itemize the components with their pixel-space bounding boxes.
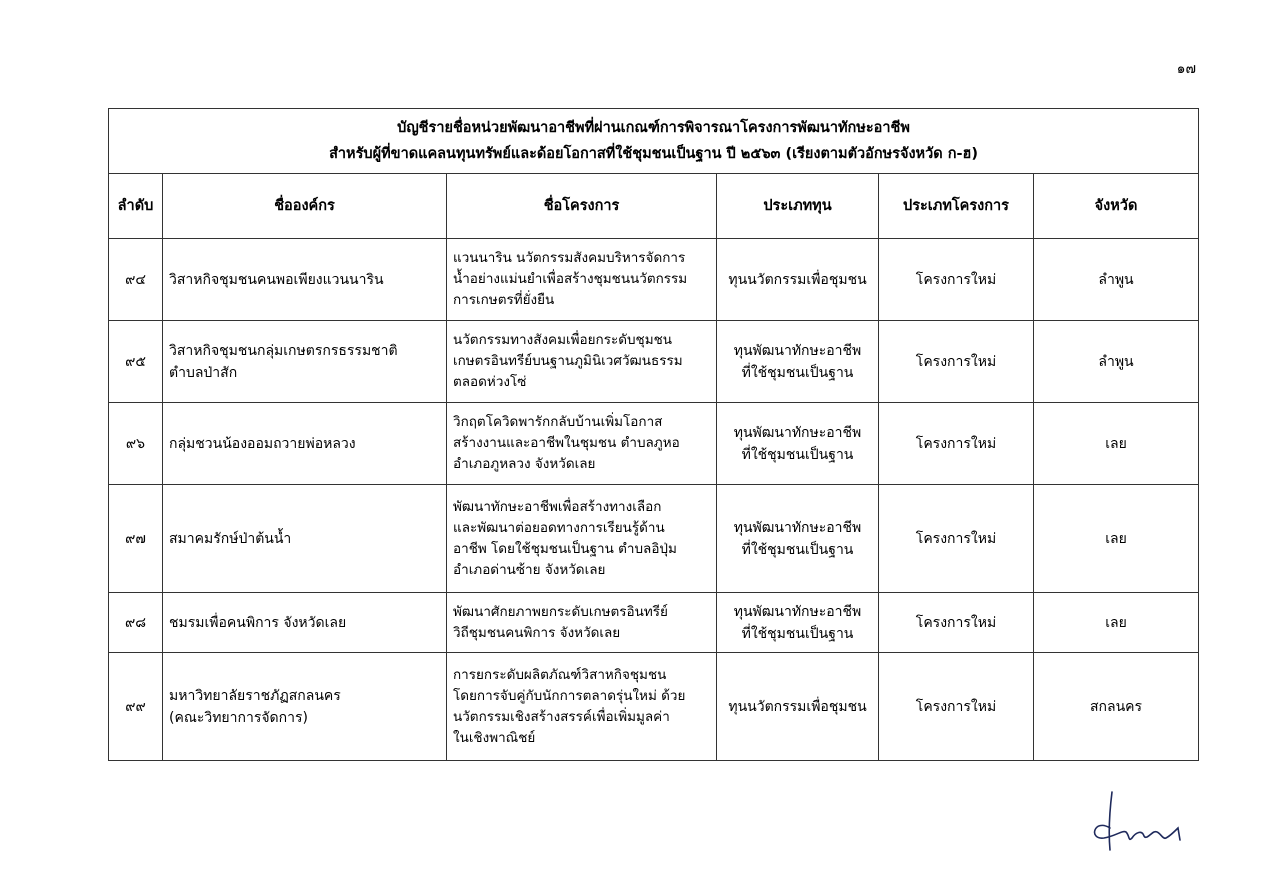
header-province: จังหวัด	[1034, 174, 1199, 239]
table-row	[109, 321, 1199, 403]
cell-project-line: นวัตกรรมทางสังคมเพื่อยกระดับชุมชน	[453, 332, 672, 348]
cell-project	[447, 593, 717, 653]
cell-project	[447, 403, 717, 485]
cell-order: ๙๖	[109, 403, 163, 485]
cell-org-line: (คณะวิทยาการจัดการ)	[169, 709, 308, 726]
cell-fund-line: ทุนพัฒนาทักษะอาชีพ	[733, 424, 862, 441]
cell-org-line: กลุ่มชวนน้องออมถวายพ่อหลวง	[169, 435, 356, 452]
cell-project-line: วิถีชุมชนคนพิการ จังหวัดเลย	[453, 624, 621, 641]
cell-project-line: พัฒนาทักษะอาชีพเพื่อสร้างทางเลือก	[453, 498, 662, 515]
cell-fund-line: ทุนนวัตกรรมเพื่อชุมชน	[728, 271, 867, 288]
cell-project-type: โครงการใหม่	[879, 403, 1034, 485]
cell-province: สกลนคร	[1034, 653, 1199, 761]
cell-fund	[717, 321, 879, 403]
cell-order: ๙๘	[109, 593, 163, 653]
cell-project-line: อำเภอด่านซ้าย จังหวัดเลย	[453, 561, 606, 578]
cell-fund	[717, 653, 879, 761]
cell-fund-line: ที่ใช้ชุมชนเป็นฐาน	[741, 364, 854, 381]
cell-org-line: ตำบลป่าสัก	[169, 364, 238, 381]
cell-fund	[717, 485, 879, 593]
cell-project-line: สร้างงานและอาชีพในชุมชน ตำบลภูหอ	[453, 435, 680, 451]
cell-province: เลย	[1034, 485, 1199, 593]
cell-project	[447, 239, 717, 321]
cell-order: ๙๕	[109, 321, 163, 403]
cell-project-line: อำเภอภูหลวง จังหวัดเลย	[453, 456, 596, 472]
cell-fund-line: ที่ใช้ชุมชนเป็นฐาน	[741, 625, 854, 642]
cell-fund	[717, 403, 879, 485]
cell-fund-line: ทุนนวัตกรรมเพื่อชุมชน	[728, 698, 867, 715]
header-fund: ประเภททุน	[717, 174, 879, 239]
header-org: ชื่อองค์กร	[163, 174, 447, 239]
table-row	[109, 403, 1199, 485]
document-title-line-2: สำหรับผู้ที่ขาดแคลนทุนทรัพย์และด้อยโอกาสที่ใช้ชุมชนเป็นฐาน ปี ๒๕๖๓ (เรียงตามตัวอักษรจังหวัด ก-ฮ)	[329, 146, 978, 162]
cell-project-line: พัฒนาศักยภาพยกระดับเกษตรอินทรีย์	[453, 603, 668, 620]
cell-project-line: และพัฒนาต่อยอดทางการเรียนรู้ด้าน	[453, 519, 665, 536]
cell-project-line: วิกฤตโควิดพารักกลับบ้านเพิ่มโอกาส	[453, 414, 663, 430]
table-header-row	[109, 174, 1199, 239]
table-row	[109, 593, 1199, 653]
cell-project-line: ตลอดห่วงโซ่	[453, 374, 527, 390]
cell-province: เลย	[1034, 593, 1199, 653]
cell-project-type: โครงการใหม่	[879, 321, 1034, 403]
table-row	[109, 239, 1199, 321]
table-body	[109, 239, 1199, 761]
cell-project-type: โครงการใหม่	[879, 593, 1034, 653]
cell-project-type: โครงการใหม่	[879, 653, 1034, 761]
cell-fund-line: ทุนพัฒนาทักษะอาชีพ	[733, 342, 862, 359]
cell-fund-line: ที่ใช้ชุมชนเป็นฐาน	[741, 541, 854, 558]
header-project-type: ประเภทโครงการ	[879, 174, 1034, 239]
cell-project-line: การยกระดับผลิตภัณฑ์วิสาหกิจชุมชน	[453, 666, 667, 683]
cell-province: เลย	[1034, 403, 1199, 485]
cell-fund-line: ทุนพัฒนาทักษะอาชีพ	[733, 519, 862, 536]
table-row	[109, 485, 1199, 593]
document-title	[109, 109, 1199, 174]
cell-org	[163, 485, 447, 593]
cell-org	[163, 653, 447, 761]
project-list-table	[108, 108, 1199, 761]
cell-order: ๙๙	[109, 653, 163, 761]
cell-org-line: วิสาหกิจชุมชนกลุ่มเกษตรกรธรรมชาติ	[169, 342, 398, 359]
signature-image	[1090, 788, 1186, 858]
table-row	[109, 653, 1199, 761]
cell-project	[447, 653, 717, 761]
cell-project-line: อาชีพ โดยใช้ชุมชนเป็นฐาน ตำบลอิปุ่ม	[453, 540, 677, 557]
cell-org-line: มหาวิทยาลัยราชภัฏสกลนคร	[169, 687, 341, 704]
cell-org-line: สมาคมรักษ์ป่าต้นน้ำ	[169, 530, 292, 547]
cell-project-line: โดยการจับคู่กับนักการตลาดรุ่นใหม่ ด้วย	[453, 687, 686, 704]
cell-fund	[717, 593, 879, 653]
cell-project	[447, 485, 717, 593]
cell-org	[163, 593, 447, 653]
cell-project-line: เกษตรอินทรีย์บนฐานภูมินิเวศวัฒนธรรม	[453, 353, 683, 369]
cell-project-line: แวนนาริน นวัตกรรมสังคมบริหารจัดการ	[453, 250, 686, 266]
cell-province: ลำพูน	[1034, 239, 1199, 321]
cell-order: ๙๗	[109, 485, 163, 593]
cell-project-line: น้ำอย่างแม่นยำเพื่อสร้างชุมชนนวัตกรรม	[453, 271, 688, 287]
cell-fund-line: ที่ใช้ชุมชนเป็นฐาน	[741, 446, 854, 463]
cell-project-line: นวัตกรรมเชิงสร้างสรรค์เพื่อเพิ่มมูลค่า	[453, 708, 670, 725]
cell-order: ๙๔	[109, 239, 163, 321]
cell-fund	[717, 239, 879, 321]
cell-province: ลำพูน	[1034, 321, 1199, 403]
cell-fund-line: ทุนพัฒนาทักษะอาชีพ	[733, 603, 862, 620]
cell-org-line: วิสาหกิจชุมชนคนพอเพียงแวนนาริน	[169, 271, 384, 288]
cell-project-type: โครงการใหม่	[879, 239, 1034, 321]
cell-project	[447, 321, 717, 403]
cell-project-line: ในเชิงพาณิชย์	[453, 729, 536, 746]
page-number: ๑๗	[1176, 61, 1196, 77]
cell-project-type: โครงการใหม่	[879, 485, 1034, 593]
cell-org-line: ชมรมเพื่อคนพิการ จังหวัดเลย	[169, 614, 347, 631]
header-order: ลำดับ	[109, 174, 163, 239]
cell-project-line: การเกษตรที่ยั่งยืน	[453, 292, 555, 308]
header-project: ชื่อโครงการ	[447, 174, 717, 239]
cell-org	[163, 239, 447, 321]
document-title-line-1: บัญชีรายชื่อหน่วยพัฒนาอาชีพที่ผ่านเกณฑ์การพิจารณาโครงการพัฒนาทักษะอาชีพ	[397, 120, 910, 136]
cell-org	[163, 403, 447, 485]
cell-org	[163, 321, 447, 403]
